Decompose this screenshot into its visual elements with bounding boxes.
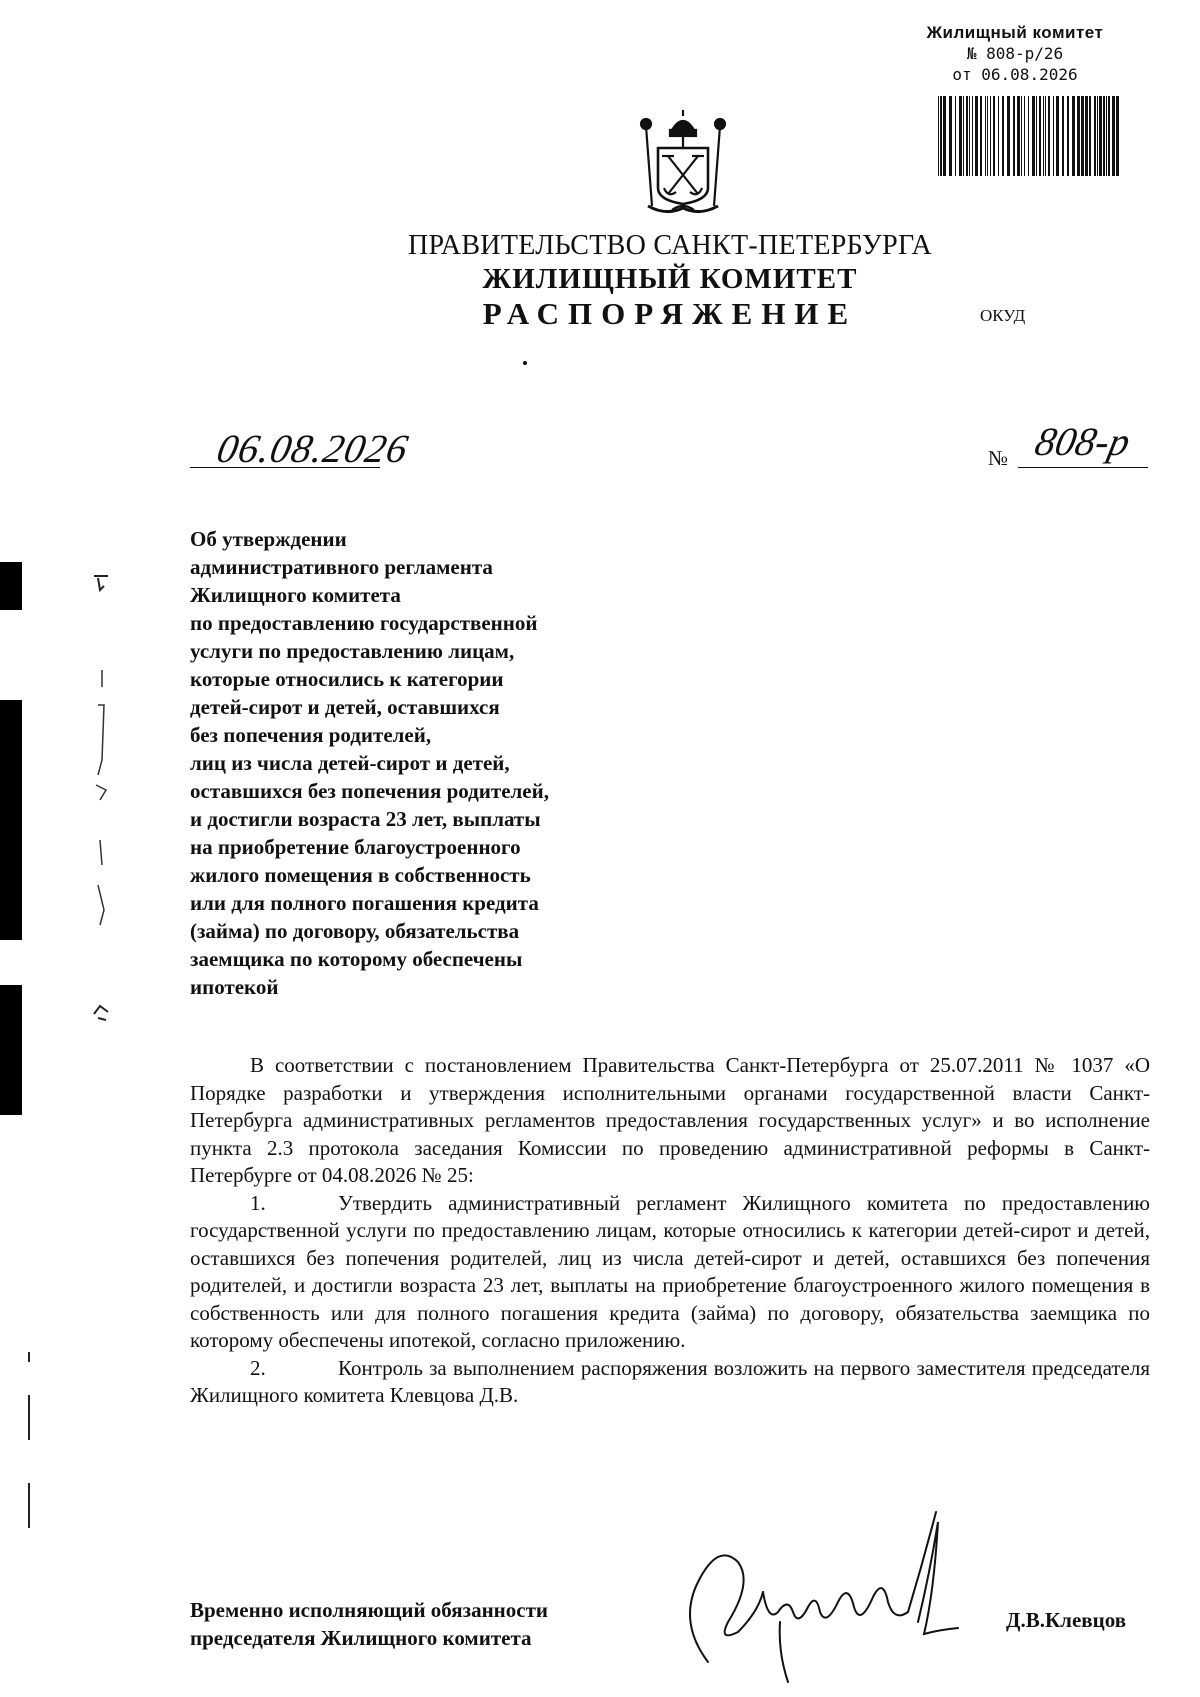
barcode-bar <box>1056 96 1059 176</box>
barcode-bar <box>1032 96 1035 176</box>
signatory-title-line: Временно исполняющий обязанности <box>190 1598 549 1622</box>
barcode-bar <box>955 96 956 176</box>
title-line: и достигли возраста 23 лет, выплаты <box>190 807 541 831</box>
barcode-bar <box>940 96 942 176</box>
item-number: 1. <box>250 1190 266 1215</box>
barcode-bar <box>993 96 995 176</box>
barcode-bar <box>938 96 939 176</box>
spb-coat-of-arms-icon <box>636 108 730 218</box>
item-number: 2. <box>250 1355 266 1380</box>
barcode-bar <box>1045 96 1046 176</box>
title-line: жилого помещения в собственность <box>190 863 531 887</box>
scan-speck <box>90 665 112 965</box>
stamp-date: от 06.08.2026 <box>952 65 1078 84</box>
barcode-bar <box>1081 96 1084 176</box>
barcode-bar <box>1067 96 1069 176</box>
title-line: административного регламента <box>190 555 493 579</box>
barcode-bar <box>1072 96 1075 176</box>
barcode-bar <box>963 96 964 176</box>
barcode-bar <box>1028 96 1029 176</box>
barcode-bar <box>959 96 962 176</box>
barcode-bar <box>1036 96 1037 176</box>
handwritten-signature <box>668 1502 988 1692</box>
list-item <box>190 1355 1150 1410</box>
barcode-bar <box>980 96 982 176</box>
number-underline <box>1018 467 1148 468</box>
barcode-bar <box>1021 96 1022 176</box>
barcode-bar <box>1017 96 1020 176</box>
document-title <box>190 525 630 1001</box>
barcode-bar <box>1053 96 1054 176</box>
barcode-bar <box>1112 96 1115 176</box>
preamble: В соответствии с постановлением Правительства Санкт-Петербурга от 25.07.2011 № 1037 «О Порядке разработки и утверждения исполнительными органами государственной власти Санкт-Петербурга административных регламентов предоставления государственных услуг» и во исполнение пункта 2.3 протокола заседания Комиссии по проведению административной реформы в Санкт-Петербурге от 04.08.2026 № 25: <box>190 1053 1150 1187</box>
barcode-bar <box>985 96 986 176</box>
barcode-bar <box>969 96 970 176</box>
signatory-title-line: председателя Жилищного комитета <box>190 1626 532 1650</box>
handwritten-number: 808-р <box>1031 419 1135 464</box>
barcode-bar <box>975 96 978 176</box>
item-text: Контроль за выполнением распоряжения возложить на первого заместителя председателя Жилищного комитета Клевцова Д.В. <box>190 1355 1150 1407</box>
barcode-bar <box>1106 96 1107 176</box>
registration-stamp <box>905 22 1125 85</box>
barcode-bar <box>966 96 968 176</box>
title-line: заемщика по которому обеспечены <box>190 947 523 971</box>
barcode-bar <box>1048 96 1050 176</box>
barcode-bar <box>990 96 991 176</box>
signatory-title <box>190 1596 548 1652</box>
barcode-bar <box>1043 96 1044 176</box>
scan-edge-line <box>28 1395 30 1440</box>
barcode-bar <box>949 96 952 176</box>
title-line: на приобретение благоустроенного <box>190 835 521 859</box>
list-item <box>190 1190 1150 1355</box>
barcode-bar <box>1108 96 1110 176</box>
scan-speck <box>90 570 112 594</box>
title-line: оставшихся без попечения родителей, <box>190 779 549 803</box>
barcode-bar <box>1089 96 1091 176</box>
document-body <box>190 1052 1150 1410</box>
date-underline <box>190 467 380 468</box>
scan-edge-mark <box>0 985 22 1115</box>
title-line: Об утверждении <box>190 527 347 551</box>
committee-heading: ЖИЛИЩНЫЙ КОМИТЕТ <box>482 263 858 295</box>
stamp-number: № 808-р/26 <box>966 44 1064 63</box>
signatory-name: Д.В.Клевцов <box>1006 1608 1127 1632</box>
scan-edge-mark <box>0 700 22 940</box>
barcode-bar <box>1002 96 1004 176</box>
barcode-bar <box>1007 96 1010 176</box>
document-type-heading: РАСПОРЯЖЕНИЕ <box>482 296 858 331</box>
title-line: лиц из числа детей-сирот и детей, <box>190 751 510 775</box>
barcode-bar <box>1103 96 1105 176</box>
okud-label: ОКУД <box>980 306 1026 325</box>
handwritten-date: 06.08.2026 <box>213 426 413 471</box>
barcode-bar <box>998 96 999 176</box>
scan-edge-line <box>28 1352 30 1362</box>
title-line: (займа) по договору, обязательства <box>190 919 520 943</box>
title-line: детей-сирот и детей, оставшихся <box>190 695 500 719</box>
barcode-bar <box>1085 96 1088 176</box>
stamp-org: Жилищный комитет <box>926 23 1104 42</box>
barcode-bar <box>1094 96 1096 176</box>
title-line: без попечения родителей, <box>190 723 432 747</box>
scan-edge-mark <box>0 562 22 610</box>
title-line: которые относились к категории <box>190 667 504 691</box>
barcode-bar <box>1062 96 1064 176</box>
number-label: № <box>988 446 1009 470</box>
barcode-bar <box>987 96 988 176</box>
scan-dot <box>523 361 527 365</box>
scan-speck <box>90 1000 112 1024</box>
scan-edge-line <box>28 1483 30 1528</box>
title-line: услуги по предоставлению лицам, <box>190 639 515 663</box>
title-line: по предоставлению государственной <box>190 611 538 635</box>
barcode-bar <box>1039 96 1041 176</box>
barcode-bar <box>972 96 973 176</box>
government-heading: ПРАВИТЕЛЬСТВО САНКТ-ПЕТЕРБУРГА <box>408 230 932 261</box>
item-text: Утвердить административный регламент Жилищного комитета по предоставлению государственной услуги по предоставлению лицам, которые относились к категории детей-сирот и детей, оставшихся без попечения родителей, лиц из числа детей-сирот и детей, оставшихся без попечения родителей, и достигли возраста 23 лет, выплаты на приобретение благоустроенного жилого помещения в собственность или для полного погашения кредита (займа) по договору, обязательства заемщика по которому обеспечены ипотекой, согласно приложению. <box>190 1190 1150 1352</box>
title-line: Жилищного комитета <box>190 583 401 607</box>
barcode-bar <box>1013 96 1015 176</box>
title-line: или для полного погашения кредита <box>190 891 539 915</box>
barcode-bar <box>1077 96 1080 176</box>
barcode-bar <box>943 96 946 176</box>
barcode <box>938 96 1120 176</box>
barcode-bar <box>1097 96 1098 176</box>
barcode-bar <box>1099 96 1102 176</box>
barcode-bar <box>1116 96 1119 176</box>
title-line: ипотекой <box>190 975 279 999</box>
barcode-bar <box>1024 96 1025 176</box>
